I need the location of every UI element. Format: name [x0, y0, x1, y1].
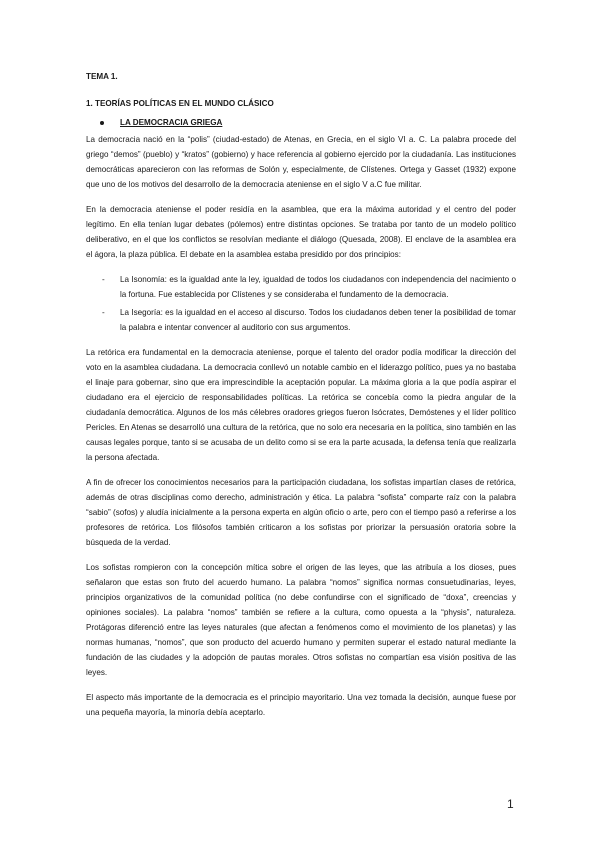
- paragraph-rhetoric: La retórica era fundamental en la democracia ateniense, porque el talento del orador podía modificar la dirección del voto en la asamblea ciudadana. La democracia conllevó un notable cambio en el liderazgo político, pues ya no bastaba el linaje para gobernar, sino que era imprescindible la aceptación popular. La máxima gloria a la que podía aspirar el ciudadano era el ejercicio de responsabilidades políticas. La retórica se concebía como la piedra angular de la ciudadanía democrática. Algunos de los más célebres oradores griegos fueron Isócrates, Demóstenes y el líder político Pericles. En Atenas se desarrolló una cultura de la retórica, que no solo era necesaria en la política, sino también en las causas legales porque, tanto si se acusaba de un delito como si se era la parte acusada, la defensa tenía que realizarla la persona afectada.: [86, 348, 516, 462]
- paragraph-sophists: A fin de ofrecer los conocimientos necesarios para la participación ciudadana, los sofistas impartían clases de retórica, además de otras disciplinas como derecho, administración y ética. La palabra “sofista” comparte raíz con la palabra “sabio” (sofos) y aludía inicialmente a la persona experta en algún oficio o arte, pero con el tiempo pasó a referirse a los profesores de retórica. Los filósofos también criticaron a los sofistas por priorizar la persuasión oratoria sobre la búsqueda de la verdad.: [86, 478, 516, 547]
- paragraph-nomos: Los sofistas rompieron con la concepción mítica sobre el origen de las leyes, que las atribuía a los dioses, pues señalaron que estas son fruto del acuerdo humano. La palabra “nomos” significa normas consuetudinarias, leyes, principios organizativos de la comunidad política (no debe confundirse con el significado de “doxa”, creencias y opiniones sociales). La palabra “nomos” también se refiere a la cultura, como opuesta a la “physis”, naturaleza. Protágoras diferenció entre las leyes naturales (que afectan a fenómenos como el movimiento de los planetas) y las normas humanas, “nomos”, que son producto del acuerdo humano y permiten superar el estado natural mediante la fundación de las ciudades y la adopción de pautas morales. Otros sofistas no compartían esa visión positiva de las leyes.: [86, 563, 516, 677]
- paragraph-assembly: En la democracia ateniense el poder residía en la asamblea, que era la máxima autoridad y el centro del poder legítimo. En ella tenían lugar debates (pólemos) entre distintas opciones. Se trataba por tanto de un modelo político deliberativo, en el que los conflictos se resolvían mediante el diálogo (Quesada, 2008). El enclave de la asamblea era el ágora, la plaza pública. El debate en la asamblea estaba presidido por dos principios:: [86, 205, 516, 259]
- section-title: 1. TEORÍAS POLÍTICAS EN EL MUNDO CLÁSICO: [86, 99, 274, 108]
- principle-isegoria: La Isegoría: es la igualdad en el acceso al discurso. Todos los ciudadanos deben tener la posibilidad de tomar la palabra e intentar convencer al auditorio con sus argumentos.: [120, 308, 516, 332]
- bullet-dot-icon: [100, 121, 104, 125]
- paragraph-origin: La democracia nació en la “polis” (ciudad-estado) de Atenas, en Grecia, en el siglo VI a. C. La palabra procede del griego “demos” (pueblo) y “kratos” (gobierno) y hace referencia al gobierno ejercido por la ciudadanía. Las instituciones democráticas aparecieron con las reformas de Solón y, especialmente, de Clístenes. Ortega y Gasset (1932) expone que uno de los motivos del desarrollo de la democracia ateniense en el siglo V a.C fue militar.: [86, 135, 516, 189]
- bullet-heading: [100, 115, 516, 130]
- page-content: [86, 69, 516, 730]
- list-item: [86, 305, 516, 335]
- page-number: 1: [507, 797, 514, 811]
- principle-isonomia: La Isonomía: es la igualdad ante la ley, igualdad de todos los ciudadanos con independencia del nacimiento o la fortuna. Fue establecida por Clístenes y se consideraba el fundamento de la democracia.: [120, 275, 516, 299]
- subsection-title: LA DEMOCRACIA GRIEGA: [120, 118, 223, 127]
- principles-list: [86, 272, 516, 335]
- dash-marker: -: [102, 275, 105, 284]
- paragraph-majority: El aspecto más importante de la democracia es el principio mayoritario. Una vez tomada la decisión, aunque fuese por una pequeña mayoría, la minoría debía aceptarlo.: [86, 693, 516, 717]
- tema-heading: TEMA 1.: [86, 72, 118, 81]
- dash-marker: -: [102, 308, 105, 317]
- list-item: [86, 272, 516, 302]
